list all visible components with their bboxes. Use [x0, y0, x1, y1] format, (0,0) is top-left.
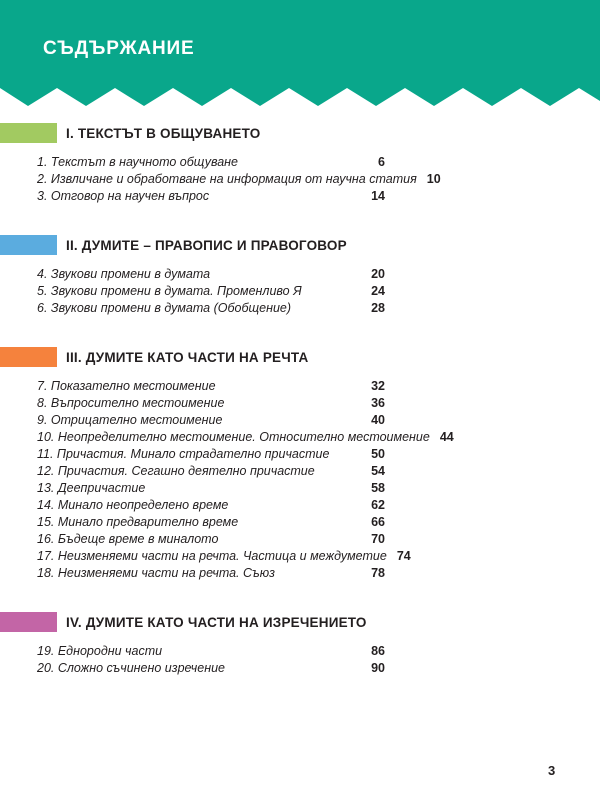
- section-color-bar: [0, 123, 57, 143]
- section-color-bar: [0, 347, 57, 367]
- section-title: IV. ДУМИТЕ КАТО ЧАСТИ НА ИЗРЕЧЕНИЕТО: [66, 614, 367, 630]
- section-title: II. ДУМИТЕ – ПРАВОПИС И ПРАВОГОВОР: [66, 237, 347, 253]
- section-entries: [37, 643, 385, 677]
- entry-label: 17. Неизменяеми части на речта. Частица и междуметие: [37, 549, 387, 563]
- toc-entry: [37, 395, 385, 412]
- entry-label: 13. Деепричастие: [37, 481, 146, 495]
- entry-page: 78: [371, 566, 385, 580]
- entry-label: 1. Текстът в научното общуване: [37, 155, 238, 169]
- entry-label: 19. Еднородни части: [37, 644, 163, 658]
- entry-label: 9. Отрицателно местоимение: [37, 413, 223, 427]
- toc-entry: [37, 188, 385, 205]
- section-entries: [37, 154, 441, 205]
- entry-page: 86: [371, 644, 385, 658]
- entry-page: 50: [371, 447, 385, 461]
- toc-content: [0, 106, 600, 677]
- entry-page: 44: [439, 430, 454, 444]
- section-header: [0, 347, 600, 367]
- toc-section: [0, 612, 600, 677]
- toc-entry: [37, 300, 385, 317]
- entry-page: 24: [371, 284, 385, 298]
- entry-label: 12. Причастия. Сегашно деятелно причастие: [37, 464, 315, 478]
- entry-label: 8. Въпросително местоимение: [37, 396, 225, 410]
- page-header: [0, 0, 600, 106]
- entry-page: 54: [371, 464, 385, 478]
- section-title: III. ДУМИТЕ КАТО ЧАСТИ НА РЕЧТА: [66, 349, 309, 365]
- toc-entry: [37, 463, 385, 480]
- toc-entry: [37, 378, 385, 395]
- entry-page: 66: [371, 515, 385, 529]
- entry-label: 16. Бъдеще време в миналото: [37, 532, 219, 546]
- toc-entry: [37, 412, 385, 429]
- zigzag-edge: [0, 88, 600, 106]
- entry-page: 32: [371, 379, 385, 393]
- entry-label: 11. Причастия. Минало страдателно причастие: [37, 447, 330, 461]
- toc-section: [0, 347, 600, 582]
- entry-label: 14. Минало неопределено време: [37, 498, 229, 512]
- toc-entry: [37, 266, 385, 283]
- section-entries: [37, 266, 385, 317]
- section-color-bar: [0, 612, 57, 632]
- entry-label: 2. Извличане и обработване на информация от научна статия: [37, 172, 417, 186]
- entry-label: 7. Показателно местоимение: [37, 379, 216, 393]
- toc-entry: [37, 514, 385, 531]
- entry-page: 10: [426, 172, 441, 186]
- toc-entry: [37, 531, 385, 548]
- section-header: [0, 612, 600, 632]
- toc-entry: [37, 171, 441, 188]
- section-color-bar: [0, 235, 57, 255]
- entry-page: 58: [371, 481, 385, 495]
- entry-page: 20: [371, 267, 385, 281]
- toc-entry: [37, 660, 385, 677]
- entry-page: 36: [371, 396, 385, 410]
- entry-label: 4. Звукови промени в думата: [37, 267, 211, 281]
- entry-page: 40: [371, 413, 385, 427]
- entry-page: 70: [371, 532, 385, 546]
- section-header: [0, 235, 600, 255]
- entry-page: 28: [371, 301, 385, 315]
- toc-entry: [37, 446, 385, 463]
- entry-label: 5. Звукови промени в думата. Променливо Я: [37, 284, 302, 298]
- entry-label: 6. Звукови промени в думата (Обобщение): [37, 301, 292, 315]
- toc-entry: [37, 548, 411, 565]
- toc-entry: [37, 643, 385, 660]
- toc-section: [0, 235, 600, 317]
- entry-label: 15. Минало предварително време: [37, 515, 239, 529]
- toc-section: [0, 123, 600, 205]
- toc-entry: [37, 429, 454, 446]
- section-title: I. ТЕКСТЪТ В ОБЩУВАНЕТО: [66, 125, 261, 141]
- entry-page: 6: [378, 155, 385, 169]
- toc-entry: [37, 565, 385, 582]
- entry-page: 14: [371, 189, 385, 203]
- entry-page: 62: [371, 498, 385, 512]
- page-title: СЪДЪРЖАНИЕ: [43, 38, 195, 59]
- section-entries: [37, 378, 454, 582]
- page-number: 3: [548, 763, 556, 778]
- entry-page: 74: [396, 549, 411, 563]
- section-header: [0, 123, 600, 143]
- header-band: [0, 0, 600, 88]
- entry-label: 18. Неизменяеми части на речта. Съюз: [37, 566, 275, 580]
- entry-label: 20. Сложно съчинено изречение: [37, 661, 225, 675]
- entry-page: 90: [371, 661, 385, 675]
- toc-entry: [37, 154, 385, 171]
- entry-label: 10. Неопределително местоимение. Относително местоимение: [37, 430, 430, 444]
- toc-entry: [37, 480, 385, 497]
- toc-entry: [37, 497, 385, 514]
- entry-label: 3. Отговор на научен въпрос: [37, 189, 210, 203]
- toc-entry: [37, 283, 385, 300]
